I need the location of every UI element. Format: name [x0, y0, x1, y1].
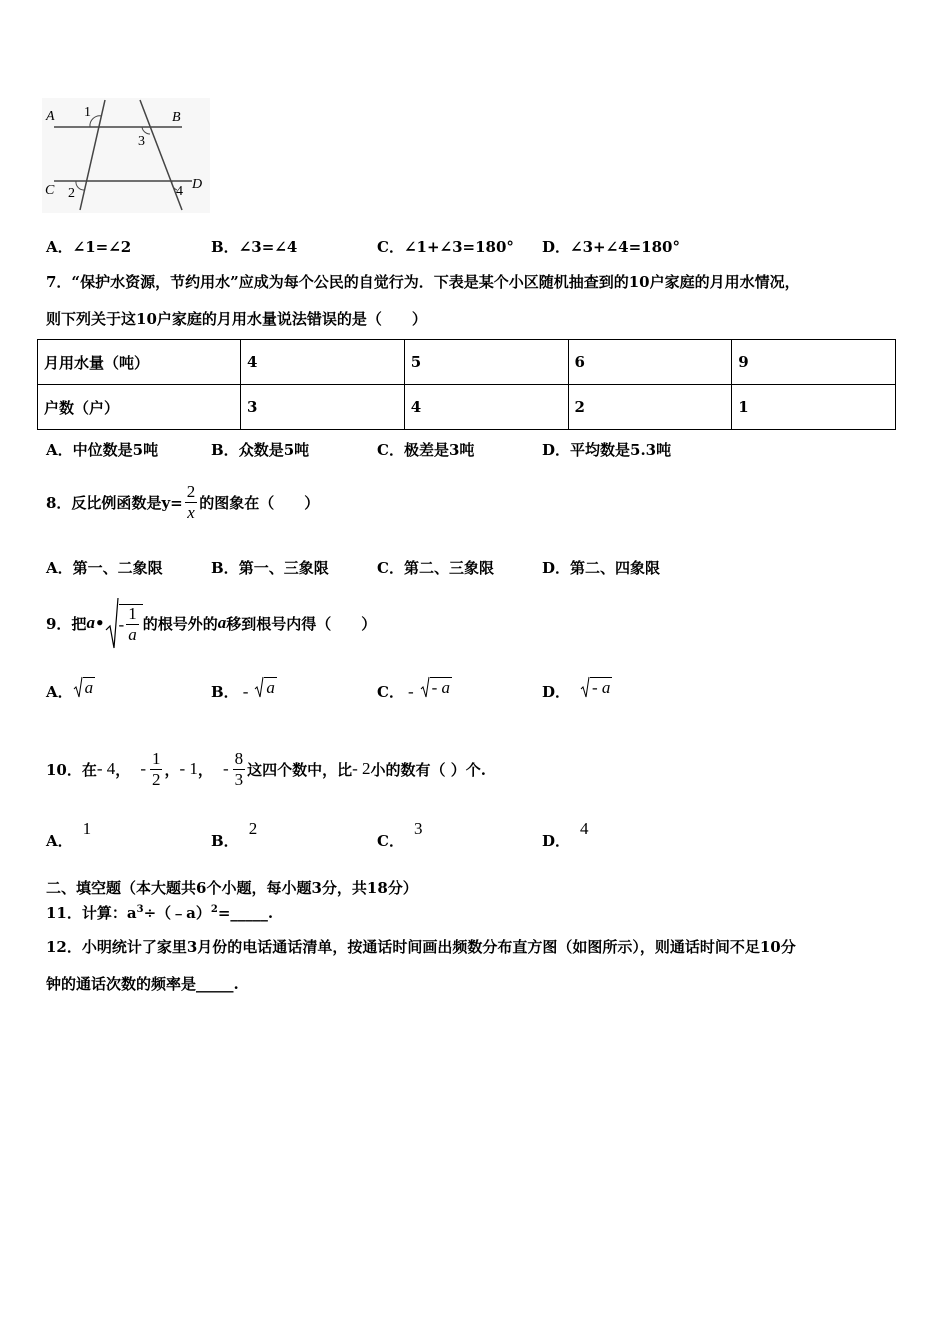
q11-stem: 11．计算：$a^3\div(﹣a)^2=\_\_\_\_\_$.	[46, 904, 274, 922]
q12-stem-line-2: 钟的通话次数的频率是_____.	[46, 975, 239, 993]
table-cell: 月用水量（吨）	[38, 340, 241, 385]
label-b: B	[172, 110, 181, 125]
water-usage-table	[37, 339, 896, 430]
table-row	[38, 340, 896, 385]
q9-radicand: - $\frac{1}{a}$	[119, 604, 143, 644]
table-cell: 5	[404, 340, 568, 385]
label-angle-4: 4	[176, 184, 183, 199]
q9-option-c[interactable]: C． - - a	[377, 678, 451, 701]
table-cell: 户数（户）	[38, 385, 241, 430]
q7-stem-line-1: 7．“保护水资源，节约用水”应成为每个公民的自觉行为．下表是某个小区随机抽查到的10户家庭的月用水情况，	[46, 273, 800, 291]
q9-option-d-radical	[580, 676, 590, 698]
q6-option-d[interactable]: D．∠3+∠4=180°	[542, 238, 680, 256]
q9-option-a-radical	[73, 676, 83, 698]
q8-fraction: $\frac{2}{x}$	[186, 481, 196, 522]
q9-option-a[interactable]: A． a	[46, 678, 94, 701]
label-c: C	[45, 183, 55, 198]
q9-option-d[interactable]: D． - a	[542, 678, 611, 701]
q9-option-b-radical	[254, 676, 264, 698]
table-cell: 2	[568, 385, 732, 430]
q10-option-b[interactable]: B．2	[211, 819, 258, 850]
q10-option-c[interactable]: C．3	[377, 819, 423, 850]
q10-fraction-1: $\frac{1}{2}$	[151, 748, 161, 789]
section-2-heading: 二、填空题（本大题共6个小题，每小题3分，共18分）	[46, 879, 418, 897]
q6-option-c[interactable]: C．∠1+∠3=180°	[377, 238, 514, 256]
label-angle-3: 3	[138, 134, 145, 149]
q10-fraction-2: $\frac{8}{3}$	[234, 748, 244, 789]
table-cell: 4	[241, 340, 405, 385]
label-angle-2: 2	[68, 186, 75, 201]
q7-option-d[interactable]: D．平均数是5.3吨	[542, 441, 672, 459]
label-angle-1: 1	[84, 105, 91, 120]
q9-stem: 9．把 a • - $\frac{1}{a}$ 的根号外的 a 移到根号内得（ ）	[46, 590, 376, 656]
table-cell: 6	[568, 340, 732, 385]
table-cell: 9	[732, 340, 896, 385]
q8-option-a[interactable]: A．第一、二象限	[46, 559, 163, 577]
q10-option-a[interactable]: A．1	[46, 819, 92, 850]
table-row	[38, 385, 896, 430]
table-cell: 4	[404, 385, 568, 430]
q8-option-b[interactable]: B．第一、三象限	[211, 559, 329, 577]
label-d: D	[192, 177, 203, 192]
q8-stem: 8．反比例函数是y= $\frac{2}{x}$ 的图象在（ ）	[46, 481, 320, 522]
q8-option-c[interactable]: C．第二、三象限	[377, 559, 494, 577]
q7-stem-line-2: 则下列关于这10户家庭的月用水量说法错误的是（ ）	[46, 310, 427, 328]
q8-option-d[interactable]: D．第二、四象限	[542, 559, 661, 577]
table-cell: 3	[241, 385, 405, 430]
q9-option-b[interactable]: B． - a	[211, 678, 275, 701]
q10-stem: 10．在 - 4 ， - $\frac{1}{2}$ ， - 1 ， - $\frac{8}{3}$ 这四个数中，比 - 2 小的数有（ ）个.	[46, 748, 486, 789]
q7-option-a[interactable]: A．中位数是5吨	[46, 441, 159, 459]
q7-option-b[interactable]: B．众数是5吨	[211, 441, 310, 459]
q6-option-a[interactable]: A．∠1=∠2	[46, 238, 132, 256]
label-a: A	[46, 109, 55, 124]
table-cell: 1	[732, 385, 896, 430]
q6-option-b[interactable]: B．∠3=∠4	[211, 238, 298, 256]
q9-radical-sign	[105, 596, 119, 650]
q7-option-c[interactable]: C．极差是3吨	[377, 441, 475, 459]
q12-stem-line-1: 12．小明统计了家里3月份的电话通话清单，按通话时间画出频数分布直方图（如图所示），则通话时间不足10分	[46, 938, 796, 956]
q9-fraction: $\frac{1}{a}$	[128, 604, 137, 644]
q10-option-d[interactable]: D．4	[542, 819, 589, 850]
q9-option-c-radical	[420, 676, 430, 698]
parallel-lines-figure	[42, 98, 210, 213]
